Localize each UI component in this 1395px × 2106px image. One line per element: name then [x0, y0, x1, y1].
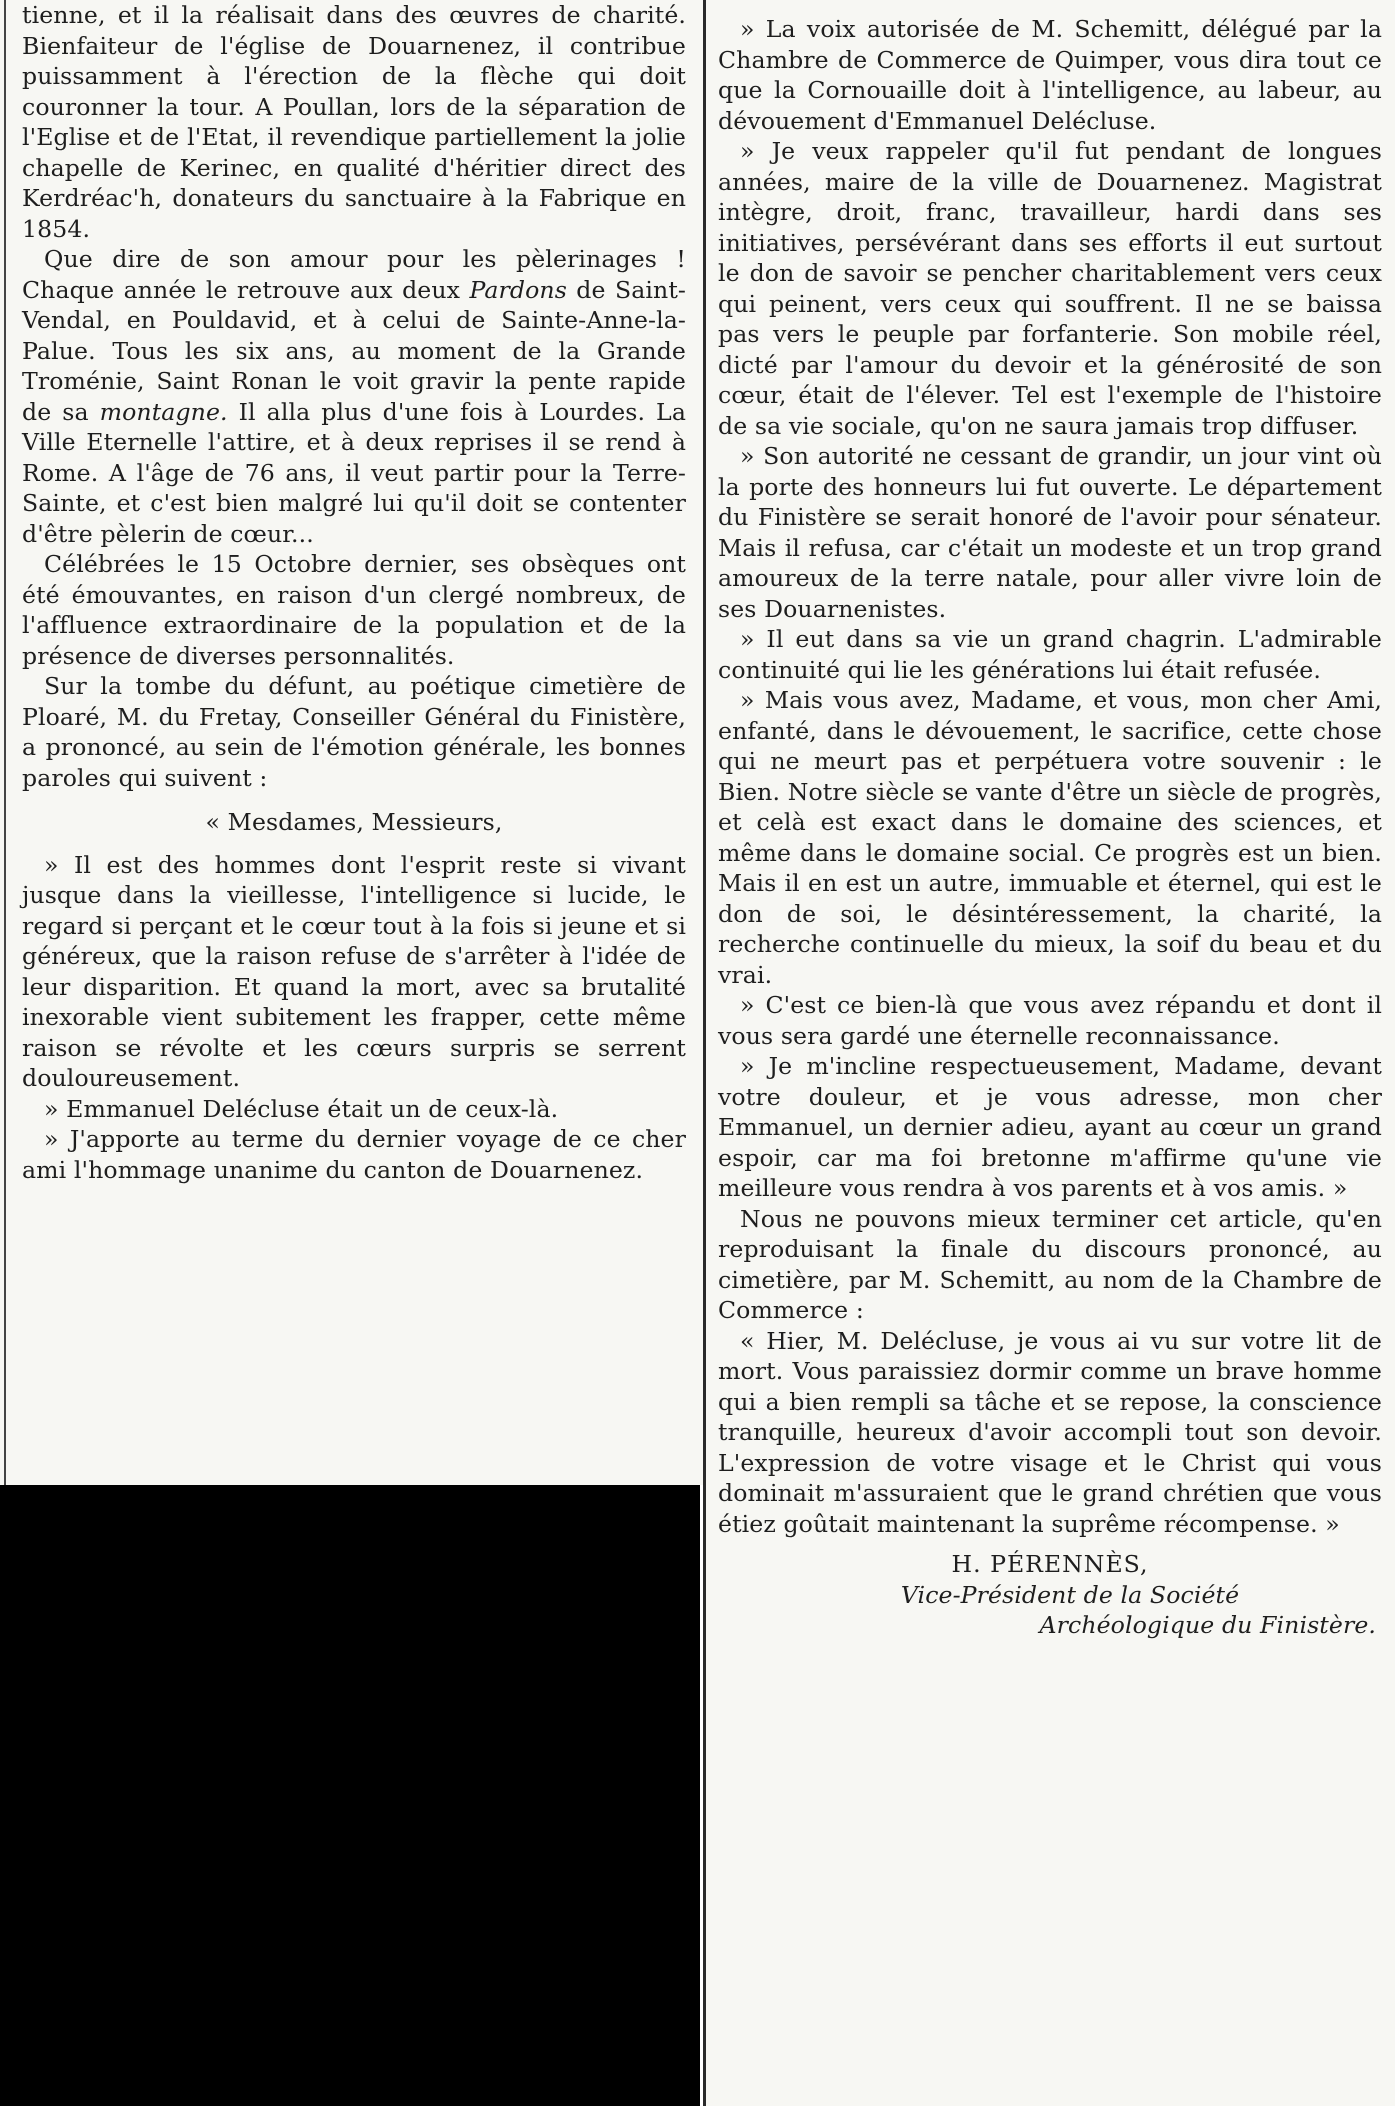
pelerinages-text-c: Il alla plus d'une fois à Lourdes. La Ville Eternelle l'attire, et à deux reprises il se rend à Rome. A l'âge de 76 ans, il veut partir pour la Terre-Sainte, et c'est bien malgré lui qu'il doit se contenter d'être pèlerin de cœur... — [22, 397, 686, 548]
paragraph-schemitt: » La voix autorisée de M. Schemitt, délégué par la Chambre de Commerce de Quimper, vous dira tout ce que la Cornouaille doit à l'intelligence, au labeur, au dévouement d'Emmanuel Delécluse. — [718, 15, 1382, 135]
paragraph-terminer: Nous ne pouvons mieux terminer cet article, qu'en reproduisant la finale du discours prononcé, au cimetière, par M. Schemitt, au nom de la Chambre de Commerce : — [718, 1204, 1382, 1324]
signature-title-line-2: Archéologique du Finistère. — [1039, 1611, 1376, 1639]
signature-block — [718, 1549, 1382, 1641]
pelerinages-text-a: Que dire de son amour pour les pèlerinages ! Chaque année le retrouve aux deux — [22, 245, 686, 304]
paragraph-bien: » Mais vous avez, Madame, et vous, mon cher Ami, enfanté, dans le dévouement, le sacrifice, cette chose qui ne meurt pas et perpétuera votre souvenir : le Bien. Notre siècle se vante d'être un siècle de progrès, et celà est exact dans le domaine des sciences, et même dans le domaine social. Ce progrès est un bien. Mais il en est un autre, immuable et éternel, qui est le don de soi, le désintéressement, la charité, la recherche continuelle du mieux, la soif du beau et du vrai. — [718, 686, 1382, 989]
left-edge-rule — [4, 0, 6, 1485]
paragraph-charite: tienne, et il la réalisait dans des œuvres de charité. Bienfaiteur de l'église de Douarnenez, il contribue puissamment à l'érection de la flèche qui doit couronner la tour. A Poullan, lors de la séparation de l'Eglise et de l'Etat, il revendique partiellement la jolie chapelle de Kerinec, en qualité d'héritier direct des Kerdréac'h, donateurs du sanctuaire à la Fabrique en 1854. — [22, 1, 686, 243]
paragraph-pelerinages — [22, 244, 686, 549]
montagne-italic: montagne. — [99, 397, 228, 426]
signature-title-line-1: Vice-Président de la Société — [900, 1580, 1240, 1609]
paragraph-adieu: » Je m'incline respectueusement, Madame, devant votre douleur, et je vous adresse, mon cher Emmanuel, un dernier adieu, ayant au cœur un grand espoir, car ma foi bretonne m'affirme qu'une vie meilleure vous rendra à vos parents et à vos amis. » — [718, 1052, 1382, 1202]
black-redacted-area — [0, 1485, 700, 2106]
paragraph-hommes: » Il est des hommes dont l'esprit reste si vivant jusque dans la vieillesse, l'intelligence si lucide, le regard si perçant et le cœur tout à la fois si jeune et si généreux, que la raison refuse de s'arrêter à l'idée de leur disparition. Et quand la mort, avec sa brutalité inexorable vient subitement les frapper, cette même raison se révolte et les cœurs surpris se serrent douloureusement. — [22, 850, 686, 1092]
paragraph-hommage: » J'apporte au terme du dernier voyage de ce cher ami l'hommage unanime du canton de Douarnenez. — [22, 1125, 686, 1184]
pelerinages-text-b: de Saint-Vendal, en Pouldavid, et à celui de Sainte-Anne-la-Palue. Tous les six ans, au moment de la Grande Troménie, Saint Ronan le voit gravir la pente rapide de sa — [22, 275, 686, 426]
paragraph-obseques: Célébrées le 15 Octobre dernier, ses obsèques ont été émouvantes, en raison d'un clergé nombreux, de l'affluence extraordinaire de la population et de la présence de diverses personnalités. — [22, 550, 686, 670]
paragraph-chagrin: » Il eut dans sa vie un grand chagrin. L'admirable continuité qui lie les générations lui était refusée. — [718, 625, 1382, 684]
paragraph-reconnaissance: » C'est ce bien-là que vous avez répandu et dont il vous sera gardé une éternelle reconnaissance. — [718, 991, 1382, 1050]
speech-salutation: « Mesdames, Messieurs, — [205, 808, 503, 836]
signature-name: H. PÉRENNÈS, — [951, 1550, 1149, 1578]
left-text-column — [22, 0, 686, 1185]
paragraph-tombe: Sur la tombe du défunt, au poétique cimetière de Ploaré, M. du Fretay, Conseiller Général du Finistère, a prononcé, au sein de l'émotion générale, les bonnes paroles qui suivent : — [22, 672, 686, 792]
paragraph-autorite: » Son autorité ne cessant de grandir, un jour vint où la porte des honneurs lui fut ouverte. Le département du Finistère se serait honoré de l'avoir pour sénateur. Mais il refusa, car c'était un modeste et un trop grand amoureux de la terre natale, pour aller vivre loin de ses Douarnenistes. — [718, 442, 1382, 623]
pardons-italic: Pardons — [469, 275, 567, 304]
column-divider — [703, 0, 706, 2106]
paragraph-delecluse: » Emmanuel Delécluse était un de ceux-là. — [44, 1094, 559, 1123]
paragraph-hier: « Hier, M. Delécluse, je vous ai vu sur votre lit de mort. Vous paraissiez dormir comme un brave homme qui a bien rempli sa tâche et se repose, la conscience tranquille, heureux d'avoir accompli tout son devoir. L'expression de votre visage et le Christ qui vous dominait m'assuraient que le grand chrétien que vous étiez goûtait maintenant la suprême récompense. » — [718, 1326, 1382, 1538]
right-text-column — [718, 14, 1382, 1641]
paragraph-maire: » Je veux rappeler qu'il fut pendant de longues années, maire de la ville de Douarnenez. Magistrat intègre, droit, franc, travailleur, hardi dans ses initiatives, persévérant dans ses efforts il eut surtout le don de savoir se pencher charitablement vers ceux qui peinent, vers ceux qui souffrent. Il ne se baissa pas vers le peuple par forfanterie. Son mobile réel, dicté par l'amour du devoir et la générosité de son cœur, était de l'élever. Tel est l'exemple de l'histoire de sa vie sociale, qu'on ne saura jamais trop diffuser. — [718, 137, 1382, 440]
